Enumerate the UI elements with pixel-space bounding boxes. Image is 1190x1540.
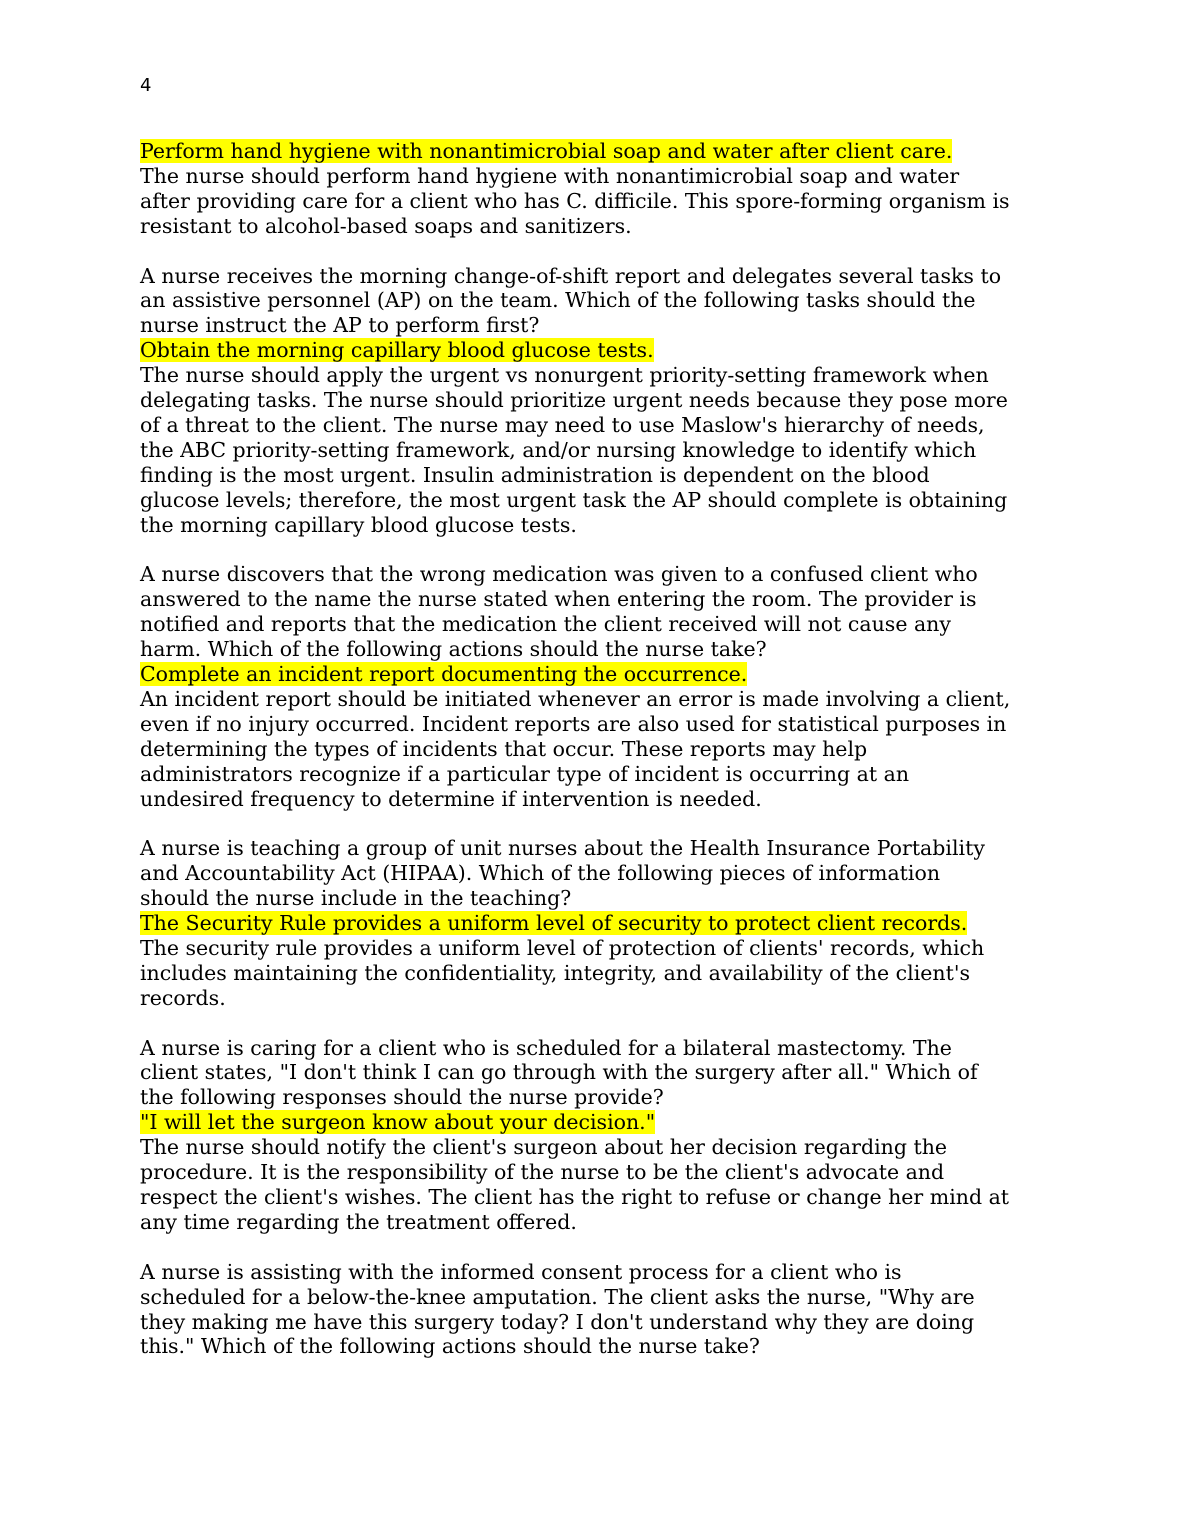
answer-line <box>140 139 1060 164</box>
answer-line <box>140 338 1060 363</box>
question-line: nurse instruct the AP to perform first? <box>140 313 540 338</box>
document-body <box>140 139 1060 1359</box>
rationale-line: administrators recognize if a particular type of incident is occurring at an <box>140 761 910 786</box>
rationale-line: of a threat to the client. The nurse may need to use Maslow's hierarchy of needs, <box>140 412 985 437</box>
question-line: this." Which of the following actions should the nurse take? <box>140 1334 760 1359</box>
qa-block <box>140 139 1060 239</box>
question-line: and Accountability Act (HIPAA). Which of the following pieces of information <box>140 861 941 886</box>
rationale-line: The nurse should apply the urgent vs nonurgent priority-setting framework when <box>140 363 989 388</box>
question-line: answered to the name the nurse stated when entering the room. The provider is <box>140 587 977 612</box>
paragraph-spacer <box>140 1235 1060 1260</box>
rationale-line: undesired frequency to determine if intervention is needed. <box>140 786 762 811</box>
rationale-line: determining the types of incidents that occur. These reports may help <box>140 736 868 761</box>
rationale-line: records. <box>140 985 226 1010</box>
question-line: notified and reports that the medication the client received will not cause any <box>140 612 951 637</box>
qa-block <box>140 836 1060 1010</box>
rationale-line: delegating tasks. The nurse should prioritize urgent needs because they pose more <box>140 388 1008 413</box>
paragraph-spacer <box>140 1011 1060 1036</box>
highlighted-answer: Perform hand hygiene with nonantimicrobial soap and water after client care. <box>140 139 953 163</box>
rationale-line: the morning capillary blood glucose tests. <box>140 512 577 537</box>
question-line: A nurse is teaching a group of unit nurses about the Health Insurance Portability <box>140 836 985 861</box>
answer-line <box>140 662 1060 687</box>
qa-block <box>140 1036 1060 1235</box>
question-line: A nurse receives the morning change-of-shift report and delegates several tasks to <box>140 263 1002 288</box>
rationale-line: after providing care for a client who has C. difficile. This spore-forming organism is <box>140 188 1010 213</box>
question-line: harm. Which of the following actions should the nurse take? <box>140 637 767 662</box>
rationale-line: any time regarding the treatment offered. <box>140 1209 577 1234</box>
page-number: 4 <box>140 75 152 96</box>
rationale-line: resistant to alcohol-based soaps and sanitizers. <box>140 213 632 238</box>
rationale-line: finding is the most urgent. Insulin administration is dependent on the blood <box>140 462 930 487</box>
question-line: A nurse discovers that the wrong medication was given to a confused client who <box>140 562 978 587</box>
rationale-line: the ABC priority-setting framework, and/or nursing knowledge to identify which <box>140 437 977 462</box>
question-line: A nurse is caring for a client who is scheduled for a bilateral mastectomy. The <box>140 1035 952 1060</box>
paragraph-spacer <box>140 811 1060 836</box>
question-line: they making me have this surgery today? I don't understand why they are doing <box>140 1309 975 1334</box>
paragraph-spacer <box>140 537 1060 562</box>
rationale-line: respect the client's wishes. The client has the right to refuse or change her mind at <box>140 1185 1010 1209</box>
question-line: client states, "I don't think I can go through with the surgery after all." Which of <box>140 1060 978 1085</box>
paragraph-spacer <box>140 239 1060 264</box>
question-line: scheduled for a below-the-knee amputation. The client asks the nurse, "Why are <box>140 1284 975 1309</box>
rationale-line: The security rule provides a uniform level of protection of clients' records, which <box>140 935 985 960</box>
answer-line <box>140 911 1060 936</box>
qa-block <box>140 1260 1060 1360</box>
answer-line <box>140 1110 1060 1135</box>
highlighted-answer: Complete an incident report documenting the occurrence. <box>140 662 748 686</box>
rationale-line: procedure. It is the responsibility of the nurse to be the client's advocate and <box>140 1160 945 1185</box>
rationale-line: even if no injury occurred. Incident reports are also used for statistical purposes in <box>140 711 1007 736</box>
qa-block <box>140 264 1060 538</box>
highlighted-answer: "I will let the surgeon know about your decision." <box>140 1110 656 1135</box>
rationale-line: includes maintaining the confidentiality, integrity, and availability of the client's <box>140 960 970 985</box>
qa-block <box>140 562 1060 811</box>
rationale-line: An incident report should be initiated whenever an error is made involving a client, <box>140 686 1011 711</box>
rationale-line: The nurse should perform hand hygiene with nonantimicrobial soap and water <box>140 163 960 188</box>
question-line: A nurse is assisting with the informed consent process for a client who is <box>140 1259 902 1284</box>
question-line: an assistive personnel (AP) on the team. Which of the following tasks should the <box>140 288 976 313</box>
question-line: should the nurse include in the teaching? <box>140 886 572 911</box>
highlighted-answer: Obtain the morning capillary blood glucose tests. <box>140 338 654 363</box>
highlighted-answer: The Security Rule provides a uniform level of security to protect client records. <box>140 911 968 936</box>
rationale-line: The nurse should notify the client's surgeon about her decision regarding the <box>140 1135 948 1160</box>
rationale-line: glucose levels; therefore, the most urgent task the AP should complete is obtaining <box>140 487 1008 512</box>
question-line: the following responses should the nurse provide? <box>140 1085 664 1110</box>
